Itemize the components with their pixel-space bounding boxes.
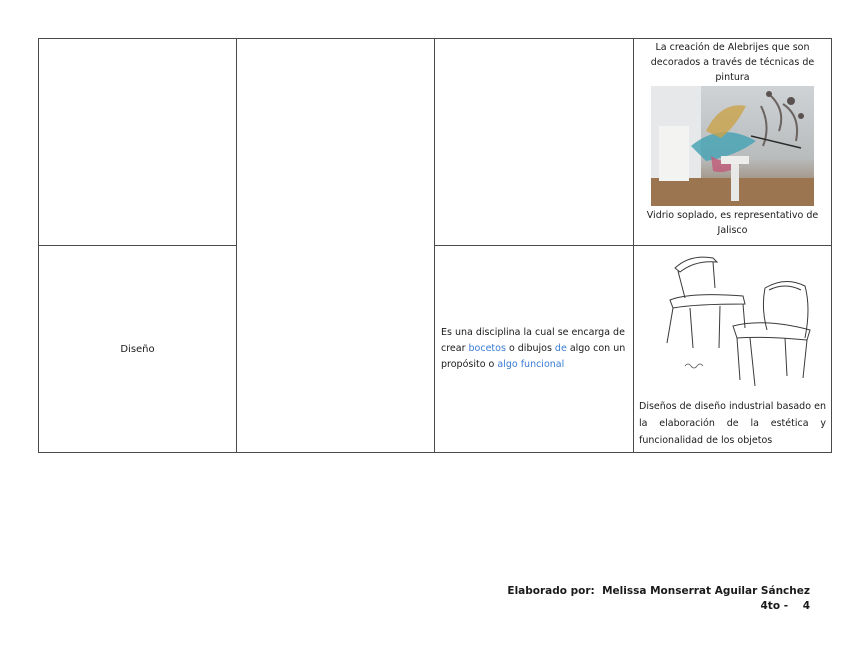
row2-image-cell	[634, 246, 832, 453]
table-row	[39, 39, 832, 246]
definition-cell	[435, 246, 634, 453]
grade-label: 4to -	[760, 600, 789, 612]
grade-group	[761, 600, 811, 612]
author-credit	[507, 585, 810, 597]
group-label: 4	[802, 600, 810, 612]
definition-text-1: Es una disciplina la cual se encarga de crear	[441, 327, 625, 354]
chair-sketch-drawing-icon	[645, 248, 820, 396]
definition-text-2: o dibujos	[505, 343, 555, 354]
craft-caption: La creación de Alebrijes que son decorados a través de técnicas de pintura	[650, 42, 815, 83]
table-row	[39, 246, 832, 453]
author-label: Elaborado por:	[507, 585, 595, 597]
row1-definition-cell	[435, 39, 634, 246]
term-cell	[39, 246, 237, 453]
image-caption: Vidrio soplado, es representativo de Jalisco	[646, 210, 819, 236]
image-caption: Diseños de diseño industrial basado en la elaboración de la estética y funcionalidad de los objetos	[639, 401, 826, 446]
hummingbird-glass-sculpture-photo-icon	[651, 86, 814, 206]
row1-term-cell	[39, 39, 237, 246]
term-label: Diseño	[120, 343, 155, 355]
merged-empty-cell	[237, 39, 435, 453]
content-table	[38, 38, 832, 453]
row1-image-cell	[634, 39, 832, 246]
algo-funcional-link[interactable]: algo funcional	[497, 359, 565, 370]
bocetos-link[interactable]: bocetos	[468, 343, 506, 354]
definition-text-3: algo con un propósito o	[441, 343, 626, 370]
author-name: Melissa Monserrat Aguilar Sánchez	[602, 585, 810, 597]
de-link[interactable]: de	[554, 343, 567, 354]
